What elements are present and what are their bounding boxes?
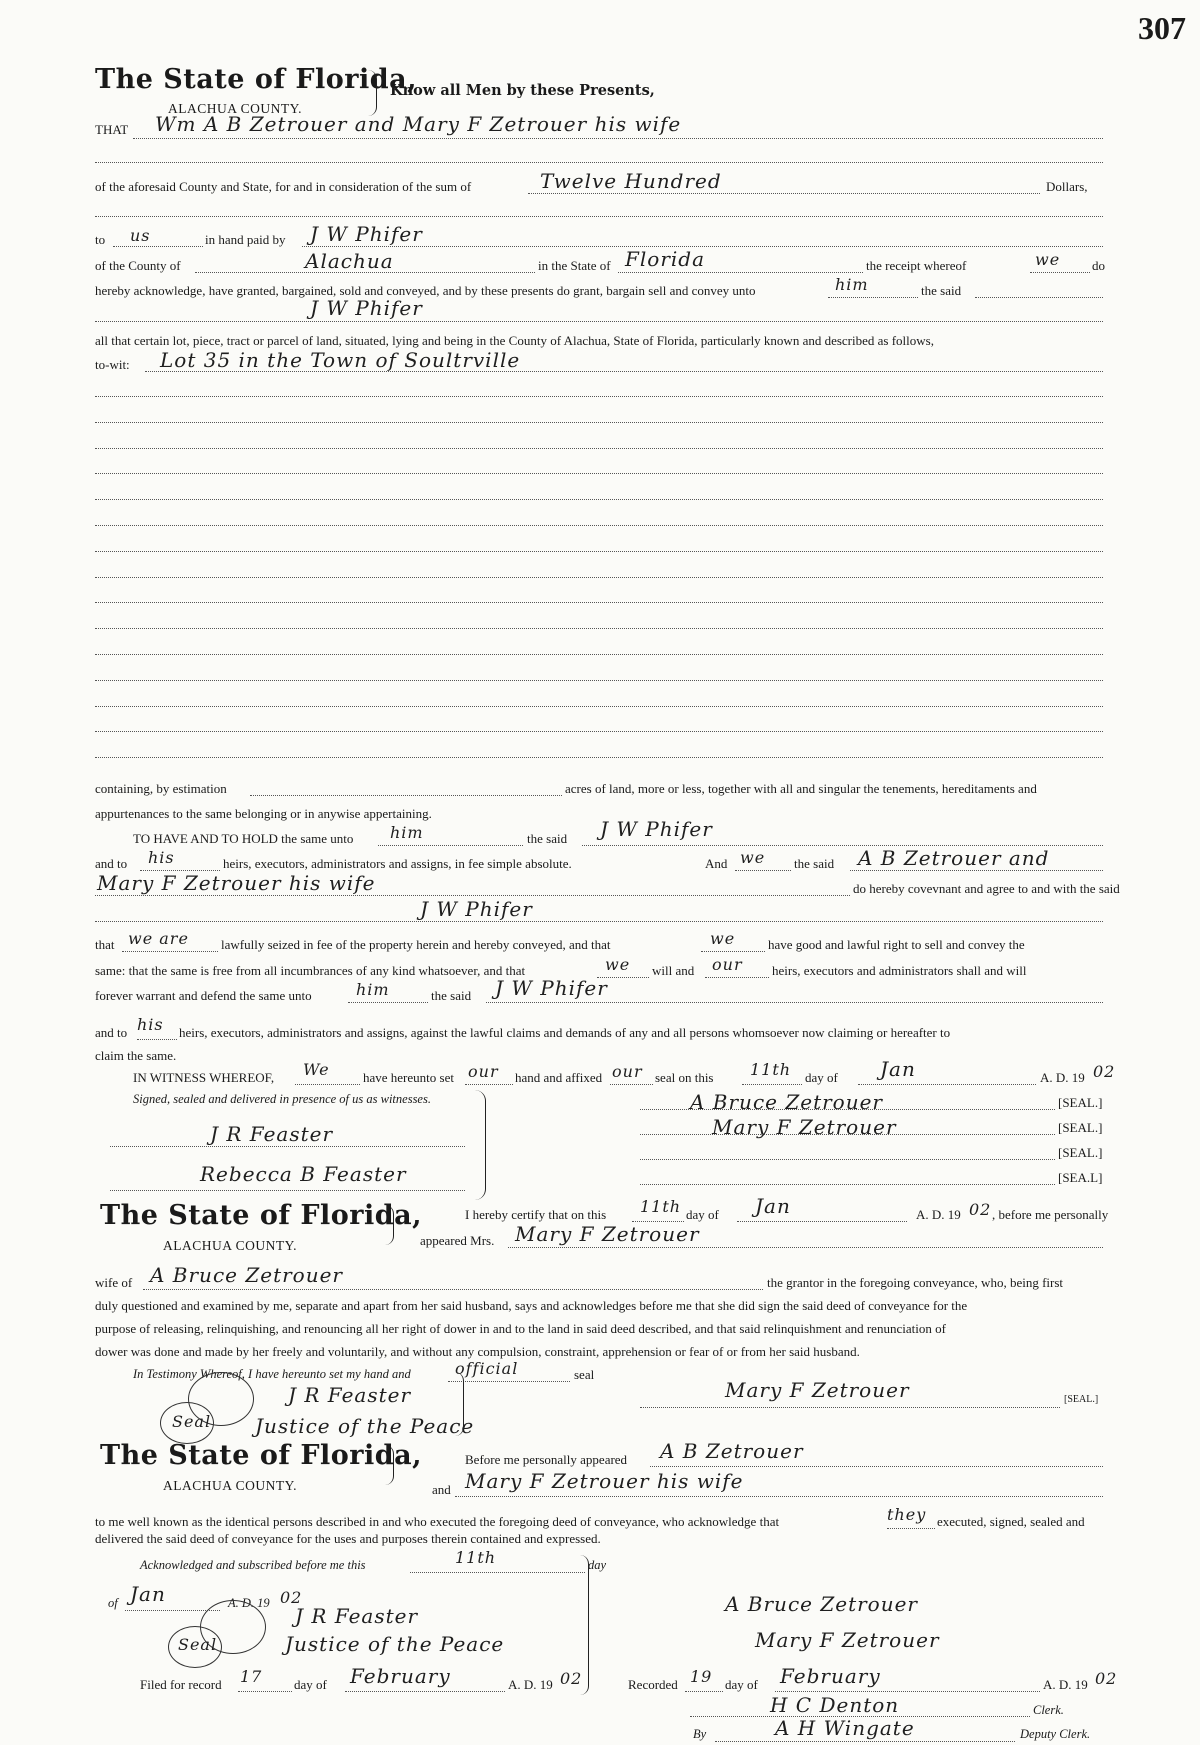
page-number: 307 [1138,10,1186,46]
ack-both-state-title: The State of Florida, [100,1440,423,1471]
deputy-signature: A H Wingate [775,1716,915,1740]
appeared-text: appeared Mrs. [420,1233,495,1248]
dotted-line [775,1691,1040,1692]
dotted-line [378,845,523,846]
witness1-signature: J R Feaster [210,1122,334,1146]
and-label: and [432,1482,451,1497]
dotted-line [735,870,791,871]
ack-wife-county: ALACHUA COUNTY. [163,1238,298,1253]
ack-both-month-handwritten: Jan [130,1582,166,1606]
testimony-handwritten: official [455,1359,519,1378]
brace [475,1090,486,1200]
will-handwritten: our [712,955,743,974]
rec-year-handwritten: 02 [1095,1669,1118,1688]
dotted-line [295,1084,360,1085]
dotted-line [828,297,918,298]
to-wit-label: to-wit: [95,357,130,372]
seal-label: [SEAL.] [1058,1120,1103,1135]
day-of-label: day of [805,1070,838,1085]
signed-text: Signed, sealed and delivered in presence of us as witnesses. [133,1092,431,1106]
dotted-line [137,1039,177,1040]
ack-wife-line3: dower was done and made by her freely and voluntarily, and without any compulsion, constraint, apprehension or fear of or from her said husband. [95,1344,860,1359]
dotted-line [448,1381,570,1382]
dotted-line [95,731,1103,732]
official-title-handwritten: Justice of the Peace [285,1632,505,1656]
hereby-text: hereby acknowledge, have granted, bargained, sold and conveyed, and by these presents do grant, bargain sell and convey unto [95,283,756,298]
dotted-line [640,1109,1055,1110]
dotted-line [348,1002,428,1003]
ack-wife-line1: duly questioned and examined by me, separate and apart from her said husband, says and acknowledges before me that she did sign the said deed of conveyance for the [95,1298,968,1313]
dotted-line [887,1528,935,1529]
amount-handwritten: Twelve Hundred [540,169,722,193]
recorded-text: Recorded [628,1677,678,1692]
habendum-text: TO HAVE AND TO HOLD the same unto [133,831,354,846]
wife-of-label: wife of [95,1275,133,1290]
habendum-handwritten: him [390,823,424,842]
seal-stamp-handwritten: Seal [178,1635,218,1654]
dotted-line [110,1190,465,1191]
clerk-signature: H C Denton [770,1693,900,1717]
right-text: have good and lawful right to sell and convey the [768,937,1025,952]
dotted-line [95,473,1103,474]
dotted-line [95,706,1103,707]
receipt-label: the receipt whereof [866,258,967,273]
paid-by-label: in hand paid by [205,232,286,247]
seal-label: [SEAL.] [1064,1394,1099,1405]
forever-handwritten: him [356,980,390,999]
ack-both-county: ALACHUA COUNTY. [163,1478,298,1493]
grantor1-signature: A Bruce Zetrouer [690,1090,883,1114]
seized-handwritten: we [710,929,736,948]
dotted-line [486,1002,1103,1003]
and-to2-handwritten: his [137,1015,164,1034]
dotted-line [95,551,1103,552]
seal-label: [SEA.L] [1058,1170,1103,1185]
ack-wife-year-handwritten: 02 [969,1200,992,1219]
state-of-label: in the State of [538,258,611,273]
dotted-line [640,1184,1055,1185]
consideration-text: of the aforesaid County and State, for and in consideration of the sum of [95,179,472,194]
forever-text: forever warrant and defend the same unto [95,988,312,1003]
deed-state-title: The State of Florida, [95,64,418,95]
ack-wife-day-of: day of [686,1207,719,1222]
rec-day-of: day of [725,1677,758,1692]
dotted-line [95,448,1103,449]
dotted-line [143,1289,763,1290]
said-label: the said [527,831,568,846]
dotted-line [345,1691,505,1692]
brace [385,1205,394,1245]
dotted-line [1030,272,1090,273]
dotted-line [113,246,203,247]
day-word: day [588,1558,607,1572]
dotted-line [95,525,1103,526]
filed-text: Filed for record [140,1677,222,1692]
filed-month-handwritten: February [350,1664,451,1688]
ack-both-day-handwritten: 11th [455,1548,497,1567]
before-me-text: , before me personally [992,1207,1109,1222]
dotted-line [705,977,769,978]
ack-both-year-handwritten: 02 [280,1588,303,1607]
clerk-label: Clerk. [1033,1703,1064,1717]
seal-on-text: seal on this [655,1070,714,1085]
the-said-label: the said [921,283,962,298]
heirs-text: heirs, executors, administrators and assigns, in fee simple absolute. [223,856,572,871]
ad-label: A. D. 19 [1040,1070,1085,1085]
dotted-line [715,1741,1015,1742]
dotted-line [95,396,1103,397]
know-all-heading: Know all Men by these Presents, [390,82,655,99]
filed-ad: A. D. 19 [508,1677,553,1692]
ack-both-ad: A. D. 19 [228,1596,270,1610]
dotted-line [528,193,1040,194]
all-that-text: all that certain lot, piece, tract or parcel of land, situated, lying and being in the County of Alachua, State of Florida, particularly known and described as follows, [95,333,934,348]
set-text: have hereunto set [363,1070,454,1085]
wife-signature: Mary F Zetrouer [725,1378,910,1402]
well-known-text: to me well known as the identical persons described in and who executed the foregoing deed of conveyance, who acknowledge that [95,1514,780,1529]
dotted-line [95,499,1103,500]
rec-day-handwritten: 19 [690,1667,713,1686]
ack-wife-day-handwritten: 11th [640,1197,682,1216]
dotted-line [95,216,1103,217]
acknowledged-text: Acknowledged and subscribed before me this [140,1558,366,1572]
to-handwritten: us [130,226,151,245]
that2-handwritten: we are [128,929,189,948]
ack-wife-state-title: The State of Florida, [100,1200,423,1231]
appeared-handwritten: Mary F Zetrouer [515,1222,700,1246]
dotted-line [650,1466,1103,1467]
receipt-handwritten: we [1035,250,1061,269]
delivered-text: delivered the said deed of conveyance for the uses and purposes therein contained and expressed. [95,1531,601,1546]
said3-label: the said [431,988,472,1003]
said2-handwritten: A B Zetrouer and [858,846,1050,870]
dotted-line [95,162,1103,163]
state-handwritten: Florida [625,247,705,271]
unto-handwritten: him [835,275,869,294]
and-to-handwritten: his [148,848,175,867]
said2-handwritten-line2: Mary F Zetrouer his wife [97,871,376,895]
seal-label: [SEAL.] [1058,1145,1103,1160]
dollars-label: Dollars, [1046,179,1088,194]
executed-text: executed, signed, sealed and [937,1514,1085,1529]
brace [368,70,377,116]
official-title-handwritten: Justice of the Peace [255,1414,475,1438]
they-handwritten: they [887,1505,927,1524]
witness-text: IN WITNESS WHEREOF, [133,1070,275,1085]
and-label: And [705,856,728,871]
month-handwritten: Jan [880,1057,916,1081]
certify-text: I hereby certify that on this [465,1207,607,1222]
dotted-line [685,1691,723,1692]
dotted-line [640,1407,1060,1408]
dotted-line [618,272,863,273]
acres-text: acres of land, more or less, together with all and singular the tenements, hereditaments and [565,781,1037,796]
set-handwritten: our [468,1062,499,1081]
brace [385,1445,394,1485]
seized-text: lawfully seized in fee of the property herein and hereby conveyed, and that [221,937,611,952]
grantor2-signature: Mary F Zetrouer [712,1115,897,1139]
claim-text: claim the same. [95,1048,177,1063]
of-label: of [108,1596,118,1610]
filed-year-handwritten: 02 [560,1669,583,1688]
dotted-line [410,1572,585,1573]
dotted-line [95,602,1103,603]
official-signature: J R Feaster [288,1383,412,1407]
dotted-line [95,895,850,896]
county-handwritten: Alachua [305,249,394,273]
filed-day-handwritten: 17 [240,1667,263,1686]
filed-day-of: day of [294,1677,327,1692]
official-signature: J R Feaster [295,1604,419,1628]
and-to-label: and to [95,856,128,871]
dotted-line [742,1084,802,1085]
before-text: Before me personally appeared [465,1452,628,1467]
dotted-line [250,795,562,796]
and-to2-label: and to [95,1025,128,1040]
wife-of-handwritten: A Bruce Zetrouer [150,1263,343,1287]
payer-handwritten: J W Phifer [310,222,423,246]
dotted-line [640,1159,1055,1160]
witness2-signature: Rebecca B Feaster [200,1162,407,1186]
day-handwritten: 11th [750,1060,792,1079]
rec-ad: A. D. 19 [1043,1677,1088,1692]
grantor1-signature: A Bruce Zetrouer [725,1592,918,1616]
grantor2-signature: Mary F Zetrouer [755,1628,940,1652]
dotted-line [508,1247,1103,1248]
dotted-line [858,1084,1036,1085]
seal-word: seal [574,1367,595,1382]
dotted-line [95,628,1103,629]
seal-stamp-handwritten: Seal [172,1412,212,1431]
dotted-line [455,1496,1103,1497]
to-label: to [95,232,106,247]
heirs2-text: heirs, executors and administrators shall and will [772,963,1027,978]
dotted-line [737,1221,907,1222]
dotted-line [95,921,1103,922]
grantee-handwritten: J W Phifer [310,296,423,320]
dotted-line [95,757,1103,758]
dotted-line [122,951,218,952]
hand-handwritten: our [612,1062,643,1081]
dotted-line [238,1691,292,1692]
dotted-line [640,1134,1055,1135]
and-handwritten: Mary F Zetrouer his wife [465,1469,744,1493]
do-label: do [1092,258,1105,273]
seal-label: [SEAL.] [1058,1095,1103,1110]
dotted-line [610,1084,653,1085]
appurtenances-text: appurtenances to the same belonging or in anywise appertaining. [95,806,432,821]
dotted-line [95,577,1103,578]
and-handwritten: we [740,848,766,867]
deed-that-label: THAT [95,122,129,137]
said-handwritten: J W Phifer [600,817,713,841]
ack-wife-ad: A. D. 19 [916,1207,961,1222]
county-of-label: of the County of [95,258,181,273]
dotted-line [95,654,1103,655]
by-label: By [693,1727,707,1741]
against-text: heirs, executors, administrators and assigns, against the lawful claims and demands of any and all persons whomsoever now claiming or hereafter to [179,1025,951,1040]
said2-label: the said [794,856,835,871]
ack-wife-line2: purpose of releasing, relinquishing, and renouncing all her right of dower in and to the land in said deed described, and that said relinquishment and renunciation of [95,1321,946,1336]
before-handwritten: A B Zetrouer [660,1439,804,1463]
containing-text: containing, by estimation [95,781,227,796]
grantors-handwritten: Wm A B Zetrouer and Mary F Zetrouer his wife [155,112,682,136]
that2-label: that [95,937,115,952]
dotted-line [975,297,1103,298]
dotted-line [95,321,1103,322]
dotted-line [110,1146,465,1147]
witness-handwritten: We [303,1060,330,1079]
dotted-line [95,680,1103,681]
brace [455,1372,464,1436]
grantor-text: the grantor in the foregoing conveyance, who, being first [767,1275,1064,1290]
dotted-line [133,138,1103,139]
description-handwritten: Lot 35 in the Town of Soultrville [160,348,521,372]
deed-county: ALACHUA COUNTY. [168,101,303,116]
will-and-label: will and [652,963,695,978]
deputy-clerk-label: Deputy Clerk. [1020,1727,1091,1741]
covenant-text: do hereby covevnant and agree to and with the said [853,881,1120,896]
dotted-line [701,951,765,952]
dotted-line [465,1084,513,1085]
testimony-text: In Testimony Whereof, I have hereunto set my hand and [133,1367,411,1381]
year-handwritten: 02 [1093,1062,1116,1081]
hand-text: hand and affixed [515,1070,603,1085]
said3-handwritten: J W Phifer [495,976,608,1000]
same-text: same: that the same is free from all incumbrances of any kind whatsoever, and that [95,963,526,978]
dotted-line [95,422,1103,423]
same-handwritten: we [605,955,631,974]
ack-wife-month-handwritten: Jan [755,1194,791,1218]
covenant-handwritten: J W Phifer [420,897,533,921]
rec-month-handwritten: February [780,1664,881,1688]
dotted-line [850,870,1103,871]
